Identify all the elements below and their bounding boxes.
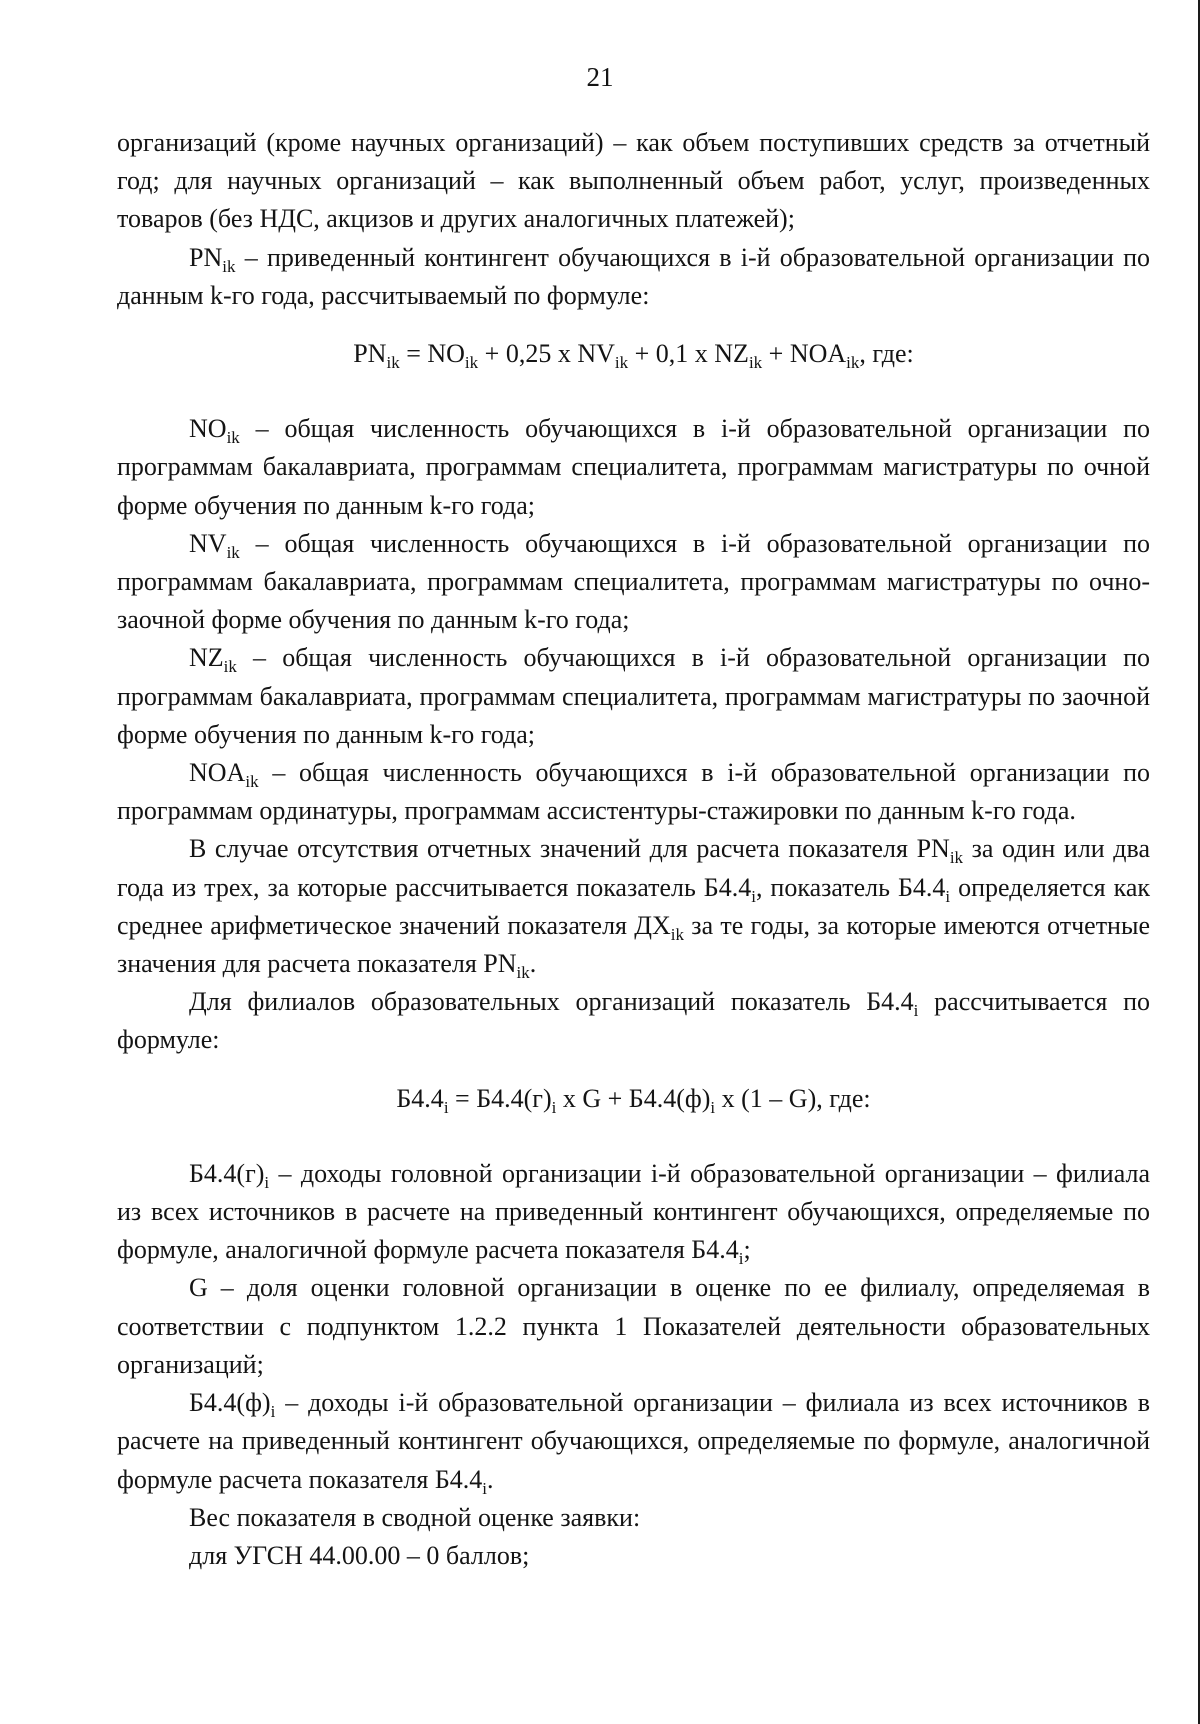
paragraph-no-definition (117, 410, 1150, 525)
formula-term: + 0,1 x NZ (628, 339, 749, 369)
definition-text: – общая численность обучающихся в i-й образовательной организации по программам бакалавриата, программам специалитета, программам магистратуры по очно-заочной форме обучения по данным k-го года; (117, 528, 1150, 635)
paragraph-b44g-definition (117, 1155, 1150, 1270)
paragraph-missing-values (117, 830, 1150, 983)
formula-subscript: i (710, 1097, 716, 1117)
text-fragment: . (529, 949, 537, 979)
paragraph-branches (117, 983, 1150, 1059)
subscript: i (482, 1478, 488, 1498)
subscript: i (270, 1402, 276, 1422)
paragraph-nz-definition (117, 639, 1150, 754)
formula-subscript: ik (846, 353, 860, 373)
formula-b44 (117, 1080, 1150, 1118)
formula-term: PN (353, 339, 387, 369)
document-body (117, 124, 1150, 1575)
subscript: ik (949, 848, 964, 868)
definition-text: – доходы i-й образовательной организации – филиала из всех источников в расчете на приведенный контингент обучающихся, определяемые по формуле, аналогичной формуле расчета показателя Б4.4 (117, 1388, 1150, 1494)
formula-term: x (1 – G), где: (715, 1083, 871, 1113)
definition-text: – общая численность обучающихся в i-й образовательной организации по программам бакалавриата, программам специалитета, программам магистратуры по заочной форме обучения по данным k-го года; (117, 643, 1150, 749)
subscript: ik (516, 963, 530, 983)
text-fragment: , показатель Б4.4 (755, 872, 946, 902)
symbol-noa: NOA (189, 758, 246, 788)
formula-term: Б4.4 (396, 1083, 444, 1113)
paragraph-ugsn-weight: для УГСН 44.00.00 – 0 баллов; (189, 1540, 530, 1570)
definition-text: – приведенный контингент обучающихся в i-й образовательной организации по данным k-го года, рассчитываемый по формуле: (117, 242, 1150, 310)
formula-term: + 0,25 x NV (478, 339, 615, 369)
symbol-pn: PN (189, 242, 223, 272)
symbol-nv: NV (189, 528, 227, 558)
formula-subscript: ik (614, 353, 629, 373)
symbol-b44g: Б4.4(г) (189, 1158, 265, 1188)
subscript: i (945, 886, 951, 906)
definition-text: – общая численность обучающихся в i-й образовательной организации по программам бакалавриата, программам специалитета, программам магистратуры по очной форме обучения по данным k-го года; (117, 414, 1150, 520)
subscript-ik: ik (245, 772, 259, 792)
subscript: i (738, 1249, 744, 1269)
subscript-ik: ik (222, 256, 236, 276)
definition-text: – общая численность обучающихся в i-й образовательной организации по программам ординатуры, программам ассистентуры-стажировки по данным k-го года. (117, 758, 1150, 826)
text-fragment: Для филиалов образовательных организаций показатель Б4.4 (189, 987, 914, 1017)
subscript-ik: ik (223, 657, 237, 677)
definition-text: . (487, 1464, 494, 1494)
formula-term: , где: (859, 339, 914, 369)
formula-subscript: i (443, 1097, 449, 1117)
formula-term: + NOA (762, 339, 847, 369)
paragraph-nv-definition (117, 525, 1150, 640)
subscript: i (913, 1001, 919, 1021)
formula-subscript: ik (386, 353, 400, 373)
subscript-ik: ik (226, 542, 240, 562)
formula-pn (117, 335, 1150, 373)
page-number: 21 (586, 62, 614, 92)
formula-term: = NO (399, 339, 465, 369)
symbol-b44f: Б4.4(ф) (189, 1388, 271, 1418)
paragraph-g-definition: G – доля оценки головной организации в оценке по ее филиалу, определяемая в соответствии с подпунктом 1.2.2 пункта 1 Показателей деятельности образовательных организаций; (117, 1273, 1150, 1379)
subscript: i (264, 1172, 270, 1192)
paragraph-b44f-definition (117, 1384, 1150, 1499)
text-fragment: за те годы, за которые имеются отчетные значения для расчета показателя PN (117, 910, 1150, 979)
formula-term: x G + Б4.4(ф) (556, 1083, 711, 1113)
subscript: i (751, 886, 756, 906)
formula-term: = Б4.4(г) (448, 1083, 552, 1113)
paragraph-revenue-continuation: организаций (кроме научных организаций) – как объем поступивших средств за отчетный год; для научных организаций – как выполненный объем работ, услуг, произведенных товаров (без НДС, акцизов и других аналогичных платежей); (117, 128, 1150, 234)
text-fragment: определяется как среднее арифметическое значений показателя ДХ (117, 872, 1150, 940)
text-fragment: В случае отсутствия отчетных значений для расчета показателя PN (189, 834, 950, 864)
formula-subscript: ik (464, 353, 479, 373)
definition-text: ; (743, 1235, 751, 1265)
text-fragment: за один или два года из трех, за которые рассчитывается показатель Б4.4 (117, 834, 1150, 902)
text-fragment: рассчитывается по формуле: (117, 987, 1150, 1055)
formula-subscript: ik (748, 353, 763, 373)
symbol-nz: NZ (189, 643, 224, 673)
paragraph-weight-heading: Вес показателя в сводной оценке заявки: (189, 1502, 641, 1532)
paragraph-pn-definition (117, 239, 1150, 315)
subscript-ik: ik (226, 428, 240, 448)
paragraph-noa-definition (117, 754, 1150, 830)
subscript: ik (670, 924, 685, 944)
symbol-no: NO (189, 414, 227, 444)
formula-subscript: i (551, 1097, 557, 1117)
definition-text: – доходы головной организации i-й образовательной организации – филиала из всех источников в расчете на приведенный контингент обучающихся, определяемые по формуле, аналогичной формуле расчета показателя Б4.4 (117, 1158, 1150, 1265)
